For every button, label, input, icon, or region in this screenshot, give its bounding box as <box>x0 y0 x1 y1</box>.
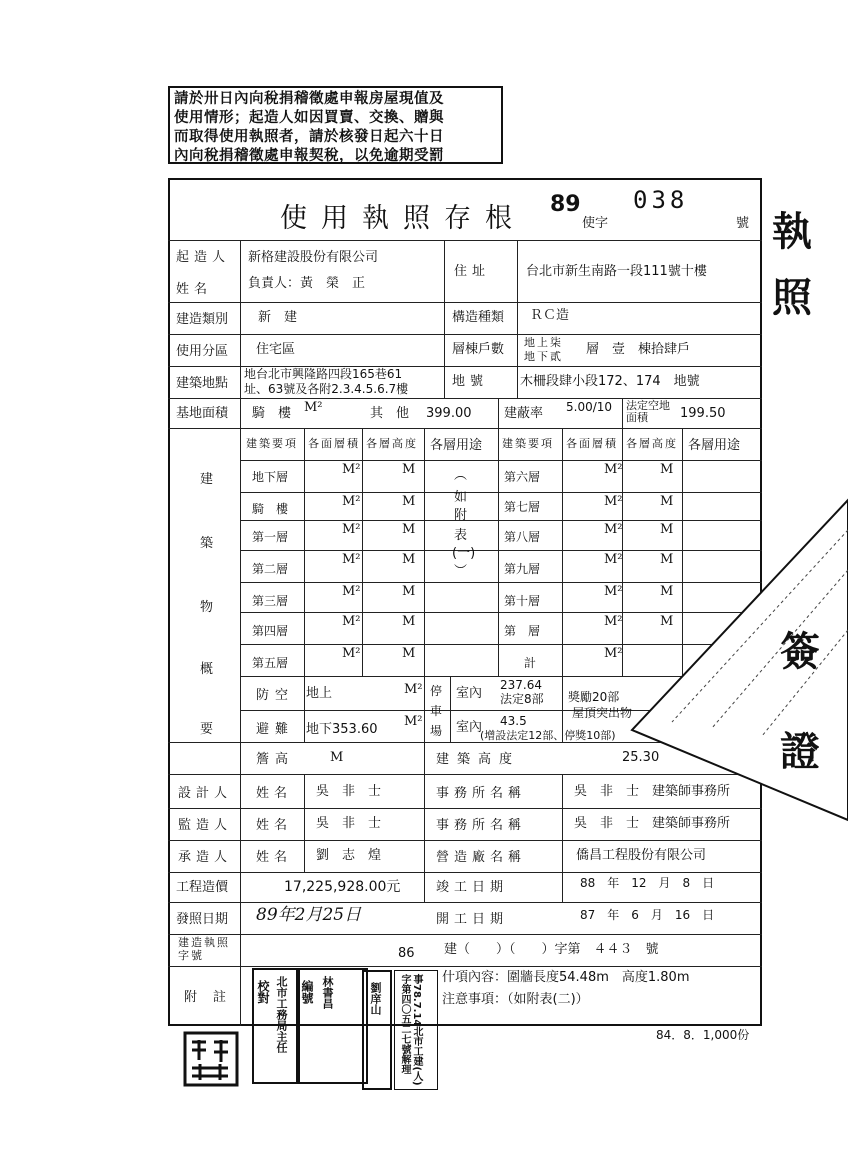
rule <box>168 902 762 903</box>
side-label: 物 <box>200 600 214 615</box>
site-line1: 地台北市興隆路四段165巷61 <box>244 367 403 381</box>
col-header: 各層用途 <box>688 438 741 453</box>
rule <box>240 240 241 1026</box>
usage-note: 附 <box>454 508 468 523</box>
remark-item2: 注意事項：（如附表(二)） <box>442 992 589 1007</box>
unit-mark: M² <box>342 614 361 629</box>
floor-row: 地下層 <box>252 470 289 484</box>
rule <box>498 428 499 676</box>
other-value: 399.00 <box>426 406 472 421</box>
unit-mark: M <box>402 522 416 537</box>
eave-unit: M <box>330 750 344 765</box>
unit-mark: M <box>660 614 674 629</box>
indoor-label: 室內 <box>456 686 483 701</box>
designer-label: 設計人 <box>178 786 233 801</box>
unit-mark: M <box>660 584 674 599</box>
rule <box>168 240 762 241</box>
rule <box>168 934 762 935</box>
unit-mark: M² <box>604 494 623 509</box>
remark-item1: 什項內容：圍牆長度54.48m 高度1.80m <box>442 970 690 985</box>
site-line2: 址、63號及各附2.3.4.5.6.7樓 <box>244 382 409 396</box>
supervisor-office: 吳 非 士 建築師事務所 <box>574 816 731 831</box>
floors-rest: 層 壹 棟拾肆戶 <box>586 342 691 357</box>
other-label: 其 他 <box>370 406 410 421</box>
side-label: 要 <box>200 722 214 737</box>
rule <box>562 428 563 742</box>
cost-label: 工程造價 <box>176 880 229 895</box>
permit-suffix: 號 <box>736 216 750 231</box>
notice-line: 使用情形；起造人如因買賣、交換、贈與 <box>174 110 444 126</box>
rule <box>304 428 305 676</box>
usage-note: (一) <box>452 546 476 561</box>
type-label: 建造類別 <box>176 312 229 327</box>
col-header: 各層高度 <box>626 437 678 450</box>
unit-mark: M <box>660 462 674 477</box>
unit-mark: M² <box>342 552 361 567</box>
side-stamp-char: 證 <box>780 728 820 775</box>
roof-label: 屋頂突出物 <box>572 706 633 720</box>
unit-mark: M² <box>342 646 361 661</box>
side-stamp-char: 簽 <box>780 628 820 675</box>
rule <box>304 774 305 872</box>
permit-label: 建造執照字號 <box>178 936 230 962</box>
unit-mark: M² <box>604 462 623 477</box>
usage-note: 表 <box>454 528 468 543</box>
rule <box>168 302 762 303</box>
floor-row: 第十層 <box>504 594 541 608</box>
unit-mark: M² <box>342 494 361 509</box>
usage-note: 如 <box>454 490 468 505</box>
parking-char: 車 <box>430 704 443 718</box>
usage-note: ︶ <box>454 564 468 579</box>
lot-value: 木柵段肆小段172、174 地號 <box>520 374 700 389</box>
check-stamp-text: 北市工務局主任 <box>275 976 288 1053</box>
issue-label: 發照日期 <box>176 912 229 927</box>
contractor-name: 劉 志 煌 <box>316 848 382 863</box>
permit-year: 89 <box>550 192 581 217</box>
owner-label-name: 姓名 <box>176 282 213 297</box>
cost-value: 17,225,928.00元 <box>284 879 401 895</box>
col-header: 建築要項 <box>502 437 554 450</box>
rule <box>622 398 623 428</box>
notice-line: 請於卅日內向稅捐稽徵處申報房屋現值及 <box>174 91 444 107</box>
rule <box>362 428 363 676</box>
unit-mark: M² <box>342 522 361 537</box>
rule <box>168 428 762 429</box>
indoor-value: 43.5 <box>500 714 527 728</box>
unit-mark: M² <box>604 522 623 537</box>
floor-row: 騎 樓 <box>252 502 289 516</box>
floor-row: 第八層 <box>504 530 541 544</box>
owner-company: 新格建設股份有限公司 <box>248 250 379 265</box>
shelter-label: 防空 <box>256 688 295 703</box>
unit-mark: M <box>402 552 416 567</box>
floor-row: 第九層 <box>504 562 541 576</box>
office-label: 事務所名稱 <box>436 786 527 801</box>
eave-label: 簷高 <box>256 752 295 767</box>
address-label: 住址 <box>454 264 491 279</box>
side-stamp-char: 照 <box>772 274 812 321</box>
rule <box>304 676 305 742</box>
designer-office: 吳 非 士 建築師事務所 <box>574 784 731 799</box>
remark-doc: 事78.7.14北市工建(人)字第四〇五二七號解理 <box>399 974 422 1086</box>
floor-row: 第二層 <box>252 562 289 576</box>
contractor-label: 承造人 <box>178 850 233 865</box>
open-area-label: 法定空地面積 <box>626 399 670 424</box>
complete-date: 88 年 12 月 8 日 <box>580 876 715 890</box>
building-height-label: 建築高度 <box>436 752 521 767</box>
floor-row: 第四層 <box>252 624 289 638</box>
designer-name: 吳 非 士 <box>316 784 382 799</box>
issue-date: 89年2月25日 <box>256 905 362 925</box>
floor-row: 第一層 <box>252 530 289 544</box>
indoor-label: 室內 <box>456 720 483 735</box>
start-label: 開工日期 <box>436 912 509 927</box>
rule <box>168 398 762 399</box>
rule <box>450 676 451 742</box>
unit-mark: M² <box>604 552 623 567</box>
indoor-value: 237.64 <box>500 678 542 692</box>
area-label: 基地面積 <box>176 406 229 421</box>
unit-mark: M² <box>604 584 623 599</box>
unit-mark: M² <box>604 614 623 629</box>
zone-value: 住宅區 <box>256 342 296 357</box>
permit-number: 038 <box>633 186 689 214</box>
rule <box>517 240 518 398</box>
permit-prefix: 使字 <box>582 216 609 231</box>
col-header: 各面層積 <box>308 437 360 450</box>
check-label: 校對 <box>256 980 270 1004</box>
col-header: 各面層積 <box>566 437 618 450</box>
arcade-label: 騎 樓 <box>252 406 292 421</box>
unit-mark: M² <box>342 462 361 477</box>
coverage-value: 5.00/10 <box>566 400 613 414</box>
unit-mark: M <box>402 584 416 599</box>
editor-label: 編號 <box>300 980 314 1004</box>
rule <box>498 398 499 428</box>
unit-mark: M <box>402 614 416 629</box>
indoor-legal: (增設法定12部、停獎10部) <box>480 729 616 742</box>
contractor-company: 僑昌工程股份有限公司 <box>576 848 707 863</box>
supervisor-name: 吳 非 士 <box>316 816 382 831</box>
floor-row: 第 層 <box>504 624 541 638</box>
rule <box>168 872 762 873</box>
notice-line: 而取得使用執照者，請於核發日起六十日 <box>174 129 444 145</box>
rule <box>168 966 762 967</box>
seal-stamp-text: 劉庠山 <box>369 982 382 1015</box>
remark-label: 附註 <box>184 990 243 1005</box>
complete-label: 竣工日期 <box>436 880 509 895</box>
unit-mark: M <box>660 552 674 567</box>
permit-text: 建（ ）（ ）字第 ４４３ 號 <box>444 942 659 957</box>
coverage-label: 建蔽率 <box>504 406 544 421</box>
unit-m2: M² <box>404 682 423 697</box>
floor-row: 第七層 <box>504 500 541 514</box>
side-label: 概 <box>200 662 214 677</box>
parking-char: 場 <box>430 724 443 738</box>
building-height: 25.30 <box>622 750 660 765</box>
unit-mark: M <box>660 494 674 509</box>
floors-below: 地下貳 <box>524 350 563 363</box>
floor-row: 第五層 <box>252 656 289 670</box>
floor-row: 第六層 <box>504 470 541 484</box>
col-header: 建築要項 <box>246 437 298 450</box>
notice-line: 內向稅捐稽徵處申報契稅，以免逾期受罰 <box>174 148 444 164</box>
col-header: 各層用途 <box>430 438 483 453</box>
unit-mark: M <box>402 494 416 509</box>
tax-notice <box>168 86 503 164</box>
side-stamp-char: 執 <box>772 208 812 255</box>
permit-year-value: 86 <box>398 946 415 961</box>
rule <box>168 334 762 335</box>
official-seal-icon <box>182 1030 240 1088</box>
unit-mark: M² <box>342 584 361 599</box>
rule <box>444 240 445 398</box>
owner-address: 台北市新生南路一段111號十樓 <box>526 264 707 279</box>
indoor-legal: 法定8部 <box>500 692 544 706</box>
floors-above: 地上柒 <box>524 336 563 349</box>
name-label: 姓名 <box>256 786 293 801</box>
open-area-value: 199.50 <box>680 406 726 421</box>
unit-m2: M² <box>304 400 323 415</box>
unit-mark: M <box>402 646 416 661</box>
name-label: 姓名 <box>256 850 293 865</box>
name-label: 姓名 <box>256 818 293 833</box>
side-label: 築 <box>200 536 214 551</box>
supervisor-label: 監造人 <box>178 818 233 833</box>
side-label: 建 <box>200 472 214 487</box>
unit-mark: M² <box>604 646 623 661</box>
shelter-above: 地上 <box>306 686 333 701</box>
reward-parking: 獎勵20部 <box>568 690 620 704</box>
rule <box>562 774 563 902</box>
owner-label: 起造人 <box>176 250 231 265</box>
unit-mark: M <box>402 462 416 477</box>
usage-note: ︵ <box>454 468 468 483</box>
floors-label: 層棟戶數 <box>452 342 505 357</box>
structure-type: ＲＣ造 <box>530 308 570 323</box>
floor-row: 第三層 <box>252 594 289 608</box>
official-seal <box>182 1030 240 1088</box>
floor-row-total: 計 <box>524 656 537 670</box>
editor-stamp-text: 林書昌 <box>321 976 334 1009</box>
company-label: 營造廠名稱 <box>436 850 527 865</box>
rule <box>424 774 425 902</box>
unit-mark: M <box>660 522 674 537</box>
start-date: 87 年 6 月 16 日 <box>580 908 715 922</box>
owner-responsible: 負責人：黃 榮 正 <box>248 276 366 291</box>
print-info: 84．8．1,000份 <box>656 1028 750 1042</box>
site-label: 建築地點 <box>176 376 229 391</box>
rule <box>424 428 425 774</box>
rule <box>168 840 762 841</box>
form-title: 使用執照存根 <box>280 203 526 234</box>
shelter-below: 地下353.60 <box>306 722 378 737</box>
unit-m2: M² <box>404 714 423 729</box>
zone-label: 使用分區 <box>176 344 229 359</box>
parking-char: 停 <box>430 684 443 698</box>
refuge-label: 避難 <box>256 722 295 737</box>
office-label: 事務所名稱 <box>436 818 527 833</box>
col-header: 各層高度 <box>366 437 418 450</box>
rule <box>240 460 762 461</box>
lot-label: 地號 <box>452 374 489 389</box>
structure-label: 構造種類 <box>452 310 505 325</box>
building-type: 新 建 <box>258 310 298 325</box>
